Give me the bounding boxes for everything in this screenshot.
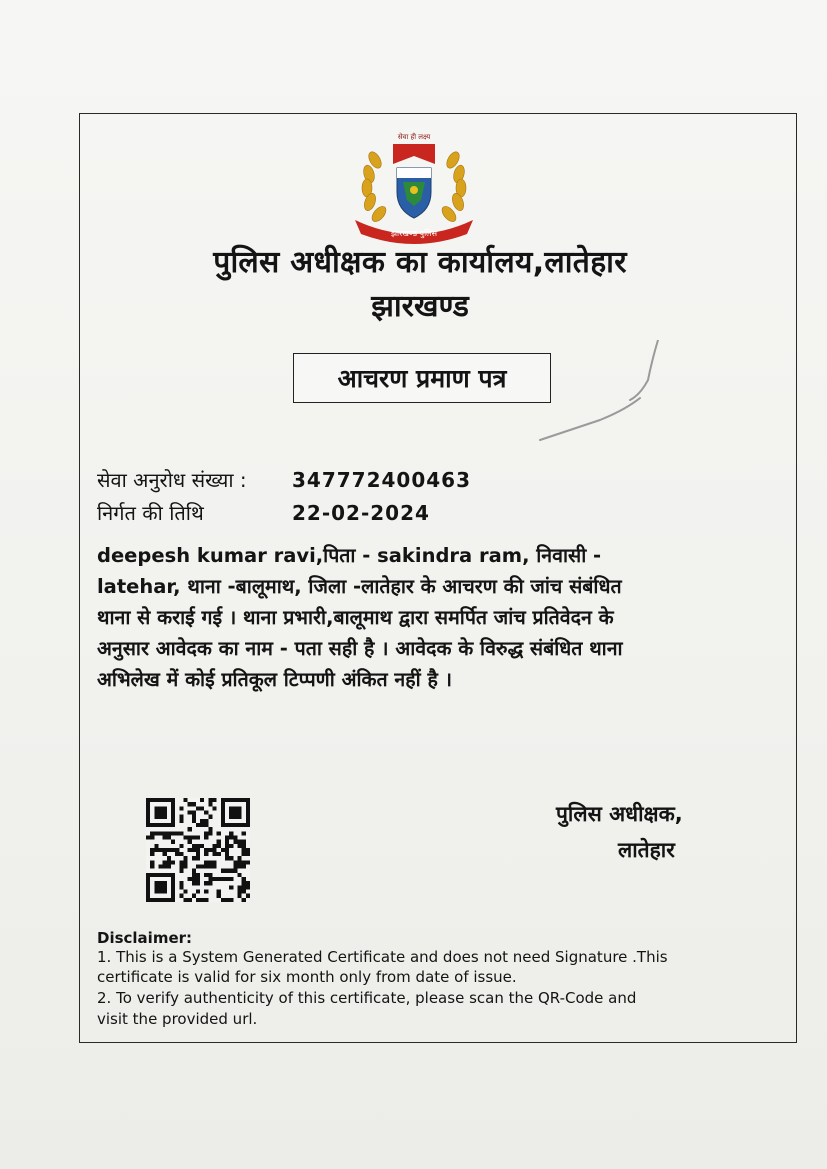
emblem-motto: सेवा ही लक्ष्य (397, 133, 431, 141)
certificate-title-text: आचरण प्रमाण पत्र (337, 364, 507, 393)
disclaimer-line: 1. This is a System Generated Certificate and does not need Signature .This (97, 948, 668, 966)
disclaimer-line: certificate is valid for six month only from date of issue. (97, 968, 517, 986)
jharkhand-police-emblem-icon (347, 130, 481, 248)
certificate-title (293, 353, 551, 403)
body-line: अभिलेख में कोई प्रतिकूल टिप्पणी अंकित नहीं है । (97, 668, 452, 691)
office-title: पुलिस अधीक्षक का कार्यालय,लातेहार (213, 245, 627, 280)
emblem-ribbon-text: झारखण्ड पुलिस (390, 229, 438, 238)
pen-mark (530, 340, 680, 450)
disclaimer-line: visit the provided url. (97, 1010, 258, 1028)
issue-date-label: निर्गत की तिथि (97, 501, 204, 525)
body-line: अनुसार आवेदक का नाम - पता सही है । आवेदक के विरुद्ध संबंधित थाना (97, 637, 623, 660)
issue-date-value: 22-02-2024 (292, 501, 430, 525)
service-request-number: 347772400463 (292, 468, 471, 492)
qr-code-icon (146, 798, 250, 902)
body-line: deepesh kumar ravi,पिता - sakindra ram, निवासी - (97, 544, 602, 567)
body-line: latehar, थाना -बालूमाथ, जिला -लातेहार के आचरण की जांच संबंधित (97, 575, 622, 598)
signature-place: लातेहार (618, 838, 675, 862)
service-request-row (97, 466, 471, 493)
disclaimer-line: 2. To verify authenticity of this certificate, please scan the QR-Code and (97, 989, 637, 1007)
body-line: थाना से कराई गई । थाना प्रभारी,बालूमाथ द्वारा समर्पित जांच प्रतिवेदन के (97, 606, 614, 629)
certificate-body (97, 540, 777, 695)
issue-date-row (97, 499, 430, 526)
disclaimer-title: Disclaimer: (97, 929, 193, 947)
service-request-label: सेवा अनुरोध संख्या : (97, 468, 247, 492)
signature-designation: पुलिस अधीक्षक, (556, 802, 683, 826)
state-title: झारखण्ड (371, 289, 469, 324)
